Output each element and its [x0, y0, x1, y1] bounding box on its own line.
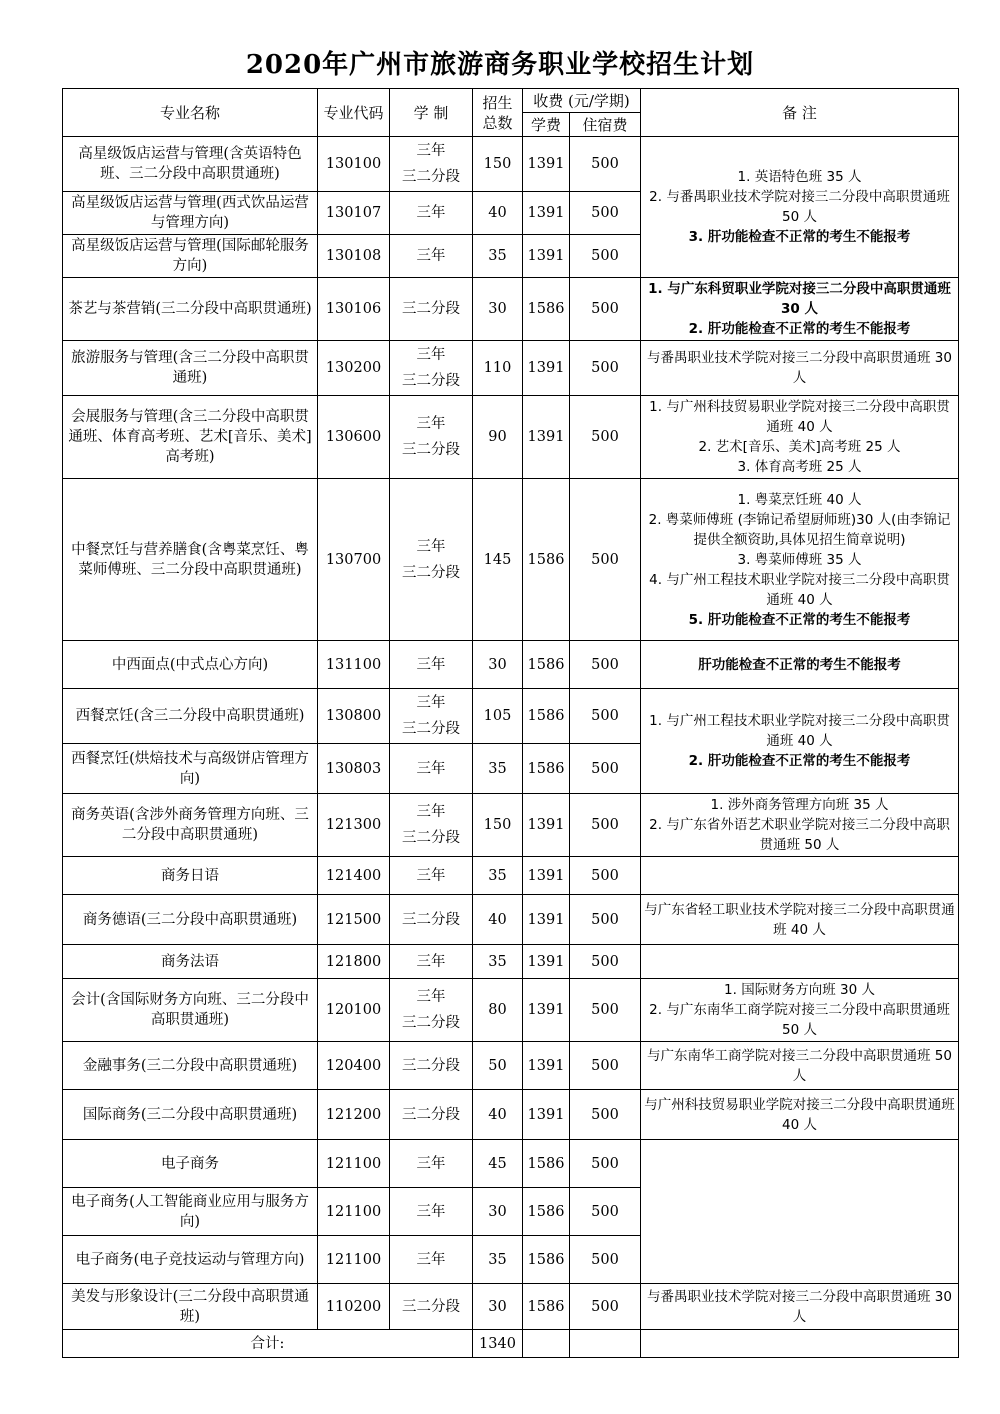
lodging-fee: 500	[570, 192, 641, 235]
enroll-total: 30	[473, 278, 523, 341]
program-code: 130800	[318, 689, 390, 744]
program-code: 131100	[318, 641, 390, 689]
enroll-total: 35	[473, 744, 523, 794]
table-row	[63, 341, 959, 396]
program-code: 130803	[318, 744, 390, 794]
total-lodging-empty	[570, 1330, 641, 1358]
program-name: 西餐烹饪(烘焙技术与高级饼店管理方向)	[63, 744, 318, 794]
remark-line: 1. 国际财务方向班 30 人	[724, 982, 875, 998]
total-remark-empty	[641, 1330, 959, 1358]
program-system: 三年	[390, 192, 473, 235]
header-total: 招生总数	[473, 89, 523, 137]
remark-line: 1. 粤菜烹饪班 40 人	[737, 491, 862, 508]
tuition-fee: 1391	[523, 341, 570, 396]
enroll-total: 40	[473, 192, 523, 235]
header-remark: 备 注	[641, 89, 959, 137]
tuition-fee: 1586	[523, 1188, 570, 1236]
remark-cell	[641, 479, 959, 641]
lodging-fee: 500	[570, 278, 641, 341]
remark-cell	[641, 979, 959, 1042]
tuition-fee: 1586	[523, 641, 570, 689]
remark-cell	[641, 341, 959, 396]
total-label: 合计:	[63, 1330, 473, 1358]
remark-cell	[641, 1090, 959, 1140]
remark-cell	[641, 895, 959, 945]
tuition-fee: 1586	[523, 1140, 570, 1188]
program-code: 130107	[318, 192, 390, 235]
tuition-fee: 1391	[523, 945, 570, 979]
lodging-fee: 500	[570, 1236, 641, 1284]
tuition-fee: 1586	[523, 1284, 570, 1330]
program-name: 西餐烹饪(含三二分段中高职贯通班)	[63, 689, 318, 744]
enroll-total: 30	[473, 641, 523, 689]
program-system: 三年	[390, 857, 473, 895]
enroll-total: 45	[473, 1140, 523, 1188]
enroll-total: 150	[473, 137, 523, 192]
remark-line: 1. 与广东科贸职业学院对接三二分段中高职贯通班 30 人	[648, 281, 951, 317]
tuition-fee: 1391	[523, 979, 570, 1042]
remark-cell	[641, 396, 959, 479]
header-system: 学 制	[390, 89, 473, 137]
program-name: 电子商务	[63, 1140, 318, 1188]
program-code: 121300	[318, 794, 390, 857]
program-code: 120100	[318, 979, 390, 1042]
remark-line: 与番禺职业技术学院对接三二分段中高职贯通班 30 人	[647, 350, 952, 386]
remark-line: 2. 与广东南华工商学院对接三二分段中高职贯通班 50 人	[649, 1002, 950, 1038]
program-system: 三年 三二分段	[390, 341, 473, 396]
enroll-total: 35	[473, 235, 523, 278]
lodging-fee: 500	[570, 1090, 641, 1140]
enroll-total: 105	[473, 689, 523, 744]
tuition-fee: 1391	[523, 1042, 570, 1090]
tuition-fee: 1586	[523, 479, 570, 641]
program-code: 121100	[318, 1236, 390, 1284]
remark-cell	[641, 1284, 959, 1330]
program-system: 三二分段	[390, 1284, 473, 1330]
header-fee: 收费 (元/学期)	[523, 89, 641, 113]
lodging-fee: 500	[570, 396, 641, 479]
program-system: 三年	[390, 945, 473, 979]
program-name: 中餐烹饪与营养膳食(含粤菜烹饪、粤菜师傅班、三二分段中高职贯通班)	[63, 479, 318, 641]
program-name: 电子商务(电子竞技运动与管理方向)	[63, 1236, 318, 1284]
program-code: 121800	[318, 945, 390, 979]
program-system: 三年	[390, 744, 473, 794]
enroll-total: 145	[473, 479, 523, 641]
table-row	[63, 945, 959, 979]
remark-line: 1. 与广州科技贸易职业学院对接三二分段中高职贯通班 40 人	[649, 399, 950, 435]
program-name: 茶艺与茶营销(三二分段中高职贯通班)	[63, 278, 318, 341]
table-row	[63, 689, 959, 744]
program-name: 美发与形象设计(三二分段中高职贯通班)	[63, 1284, 318, 1330]
remark-line: 1. 英语特色班 35 人	[737, 169, 862, 185]
lodging-fee: 500	[570, 479, 641, 641]
enroll-total: 35	[473, 1236, 523, 1284]
remark-cell	[641, 1042, 959, 1090]
remark-line: 2. 肝功能检查不正常的考生不能报考	[688, 753, 911, 769]
program-code: 121200	[318, 1090, 390, 1140]
lodging-fee: 500	[570, 794, 641, 857]
program-name: 商务日语	[63, 857, 318, 895]
tuition-fee: 1391	[523, 137, 570, 192]
remark-line: 3. 体育高考班 25 人	[737, 459, 862, 475]
program-system: 三年 三二分段	[390, 979, 473, 1042]
remark-line: 与番禺职业技术学院对接三二分段中高职贯通班 30 人	[647, 1288, 952, 1325]
remark-line: 3. 粤菜师傅班 35 人	[737, 551, 862, 568]
enroll-total: 35	[473, 945, 523, 979]
remark-line: 2. 与广东省外语艺术职业学院对接三二分段中高职贯通班 50 人	[649, 817, 950, 853]
remark-cell	[641, 1140, 959, 1284]
page-title: 2020年广州市旅游商务职业学校招生计划	[245, 50, 755, 80]
table-row	[63, 1042, 959, 1090]
program-code: 121100	[318, 1140, 390, 1188]
tuition-fee: 1391	[523, 794, 570, 857]
program-system: 三年 三二分段	[390, 137, 473, 192]
enroll-total: 50	[473, 1042, 523, 1090]
remark-line: 2. 与番禺职业技术学院对接三二分段中高职贯通班 50 人	[649, 189, 950, 225]
lodging-fee: 500	[570, 945, 641, 979]
table-row	[63, 857, 959, 895]
remark-cell	[641, 794, 959, 857]
header-lodging: 住宿费	[570, 113, 641, 137]
header-code: 专业代码	[318, 89, 390, 137]
table-row	[63, 1140, 959, 1188]
program-name: 高星级饭店运营与管理(国际邮轮服务方向)	[63, 235, 318, 278]
table-row	[63, 794, 959, 857]
remark-cell	[641, 857, 959, 895]
program-code: 130700	[318, 479, 390, 641]
program-code: 130100	[318, 137, 390, 192]
remark-line: 与广东南华工商学院对接三二分段中高职贯通班 50 人	[647, 1047, 952, 1084]
remark-line: 3. 肝功能检查不正常的考生不能报考	[688, 229, 911, 245]
lodging-fee: 500	[570, 895, 641, 945]
tuition-fee: 1586	[523, 1236, 570, 1284]
program-name: 商务德语(三二分段中高职贯通班)	[63, 895, 318, 945]
program-system: 三年	[390, 641, 473, 689]
table-row	[63, 895, 959, 945]
tuition-fee: 1586	[523, 278, 570, 341]
program-system: 三二分段	[390, 1090, 473, 1140]
program-name: 高星级饭店运营与管理(西式饮品运营与管理方向)	[63, 192, 318, 235]
program-code: 121500	[318, 895, 390, 945]
remark-line: 2. 粤菜师傅班 (李锦记希望厨师班)30 人(由李锦记提供全额资助,具体见招生简章说明)	[648, 511, 951, 548]
program-name: 商务英语(含涉外商务管理方向班、三二分段中高职贯通班)	[63, 794, 318, 857]
remark-line: 1. 与广州工程技术职业学院对接三二分段中高职贯通班 40 人	[649, 713, 950, 749]
program-name: 国际商务(三二分段中高职贯通班)	[63, 1090, 318, 1140]
header-tuition: 学费	[523, 113, 570, 137]
program-system: 三二分段	[390, 895, 473, 945]
lodging-fee: 500	[570, 641, 641, 689]
program-code: 120400	[318, 1042, 390, 1090]
program-name: 电子商务(人工智能商业应用与服务方向)	[63, 1188, 318, 1236]
lodging-fee: 500	[570, 744, 641, 794]
program-code: 130108	[318, 235, 390, 278]
remark-cell	[641, 641, 959, 689]
lodging-fee: 500	[570, 979, 641, 1042]
enroll-total: 40	[473, 895, 523, 945]
lodging-fee: 500	[570, 1284, 641, 1330]
table-row	[63, 1090, 959, 1140]
remark-cell	[641, 137, 959, 278]
lodging-fee: 500	[570, 1188, 641, 1236]
lodging-fee: 500	[570, 1140, 641, 1188]
program-code: 130200	[318, 341, 390, 396]
lodging-fee: 500	[570, 1042, 641, 1090]
tuition-fee: 1391	[523, 235, 570, 278]
table-row	[63, 278, 959, 341]
tuition-fee: 1391	[523, 192, 570, 235]
tuition-fee: 1586	[523, 689, 570, 744]
total-tuition-empty	[523, 1330, 570, 1358]
lodging-fee: 500	[570, 689, 641, 744]
program-system: 三年	[390, 1188, 473, 1236]
program-name: 商务法语	[63, 945, 318, 979]
enroll-total: 40	[473, 1090, 523, 1140]
table-row	[63, 396, 959, 479]
remark-cell	[641, 945, 959, 979]
program-system: 三年	[390, 1236, 473, 1284]
program-system: 三年	[390, 235, 473, 278]
remark-line: 5. 肝功能检查不正常的考生不能报考	[688, 611, 911, 628]
enrollment-table	[62, 88, 959, 1358]
program-code: 110200	[318, 1284, 390, 1330]
remark-line: 2. 艺术[音乐、美术]高考班 25 人	[698, 439, 901, 455]
program-code: 130600	[318, 396, 390, 479]
program-system: 三年 三二分段	[390, 396, 473, 479]
program-name: 旅游服务与管理(含三二分段中高职贯通班)	[63, 341, 318, 396]
program-name: 高星级饭店运营与管理(含英语特色班、三二分段中高职贯通班)	[63, 137, 318, 192]
table-row	[63, 137, 959, 192]
program-code: 121400	[318, 857, 390, 895]
program-system: 三年 三二分段	[390, 479, 473, 641]
program-system: 三二分段	[390, 1042, 473, 1090]
remark-line: 4. 与广州工程技术职业学院对接三二分段中高职贯通班 40 人	[649, 571, 950, 608]
lodging-fee: 500	[570, 857, 641, 895]
total-count: 1340	[473, 1330, 523, 1358]
lodging-fee: 500	[570, 341, 641, 396]
enroll-total: 30	[473, 1284, 523, 1330]
table-row	[63, 979, 959, 1042]
table-row	[63, 479, 959, 641]
lodging-fee: 500	[570, 137, 641, 192]
enroll-total: 30	[473, 1188, 523, 1236]
program-name: 中西面点(中式点心方向)	[63, 641, 318, 689]
enroll-total: 80	[473, 979, 523, 1042]
table-row	[63, 1284, 959, 1330]
program-system: 三年 三二分段	[390, 794, 473, 857]
remark-line: 肝功能检查不正常的考生不能报考	[698, 656, 901, 673]
tuition-fee: 1391	[523, 396, 570, 479]
remark-cell	[641, 689, 959, 794]
header-name: 专业名称	[63, 89, 318, 137]
tuition-fee: 1391	[523, 1090, 570, 1140]
program-code: 130106	[318, 278, 390, 341]
remark-line: 与广东省轻工职业技术学院对接三二分段中高职贯通班 40 人	[644, 901, 955, 938]
enroll-total: 150	[473, 794, 523, 857]
tuition-fee: 1391	[523, 857, 570, 895]
enroll-total: 90	[473, 396, 523, 479]
remark-line: 2. 肝功能检查不正常的考生不能报考	[688, 321, 911, 337]
program-name: 金融事务(三二分段中高职贯通班)	[63, 1042, 318, 1090]
lodging-fee: 500	[570, 235, 641, 278]
tuition-fee: 1391	[523, 895, 570, 945]
program-code: 121100	[318, 1188, 390, 1236]
program-system: 三年 三二分段	[390, 689, 473, 744]
remark-cell	[641, 278, 959, 341]
remark-line: 1. 涉外商务管理方向班 35 人	[710, 797, 889, 813]
remark-line: 与广州科技贸易职业学院对接三二分段中高职贯通班 40 人	[644, 1096, 955, 1133]
table-row	[63, 641, 959, 689]
program-system: 三二分段	[390, 278, 473, 341]
enroll-total: 35	[473, 857, 523, 895]
program-name: 会计(含国际财务方向班、三二分段中高职贯通班)	[63, 979, 318, 1042]
program-name: 会展服务与管理(含三二分段中高职贯通班、体育高考班、艺术[音乐、美术]高考班)	[63, 396, 318, 479]
tuition-fee: 1586	[523, 744, 570, 794]
enroll-total: 110	[473, 341, 523, 396]
program-system: 三年	[390, 1140, 473, 1188]
